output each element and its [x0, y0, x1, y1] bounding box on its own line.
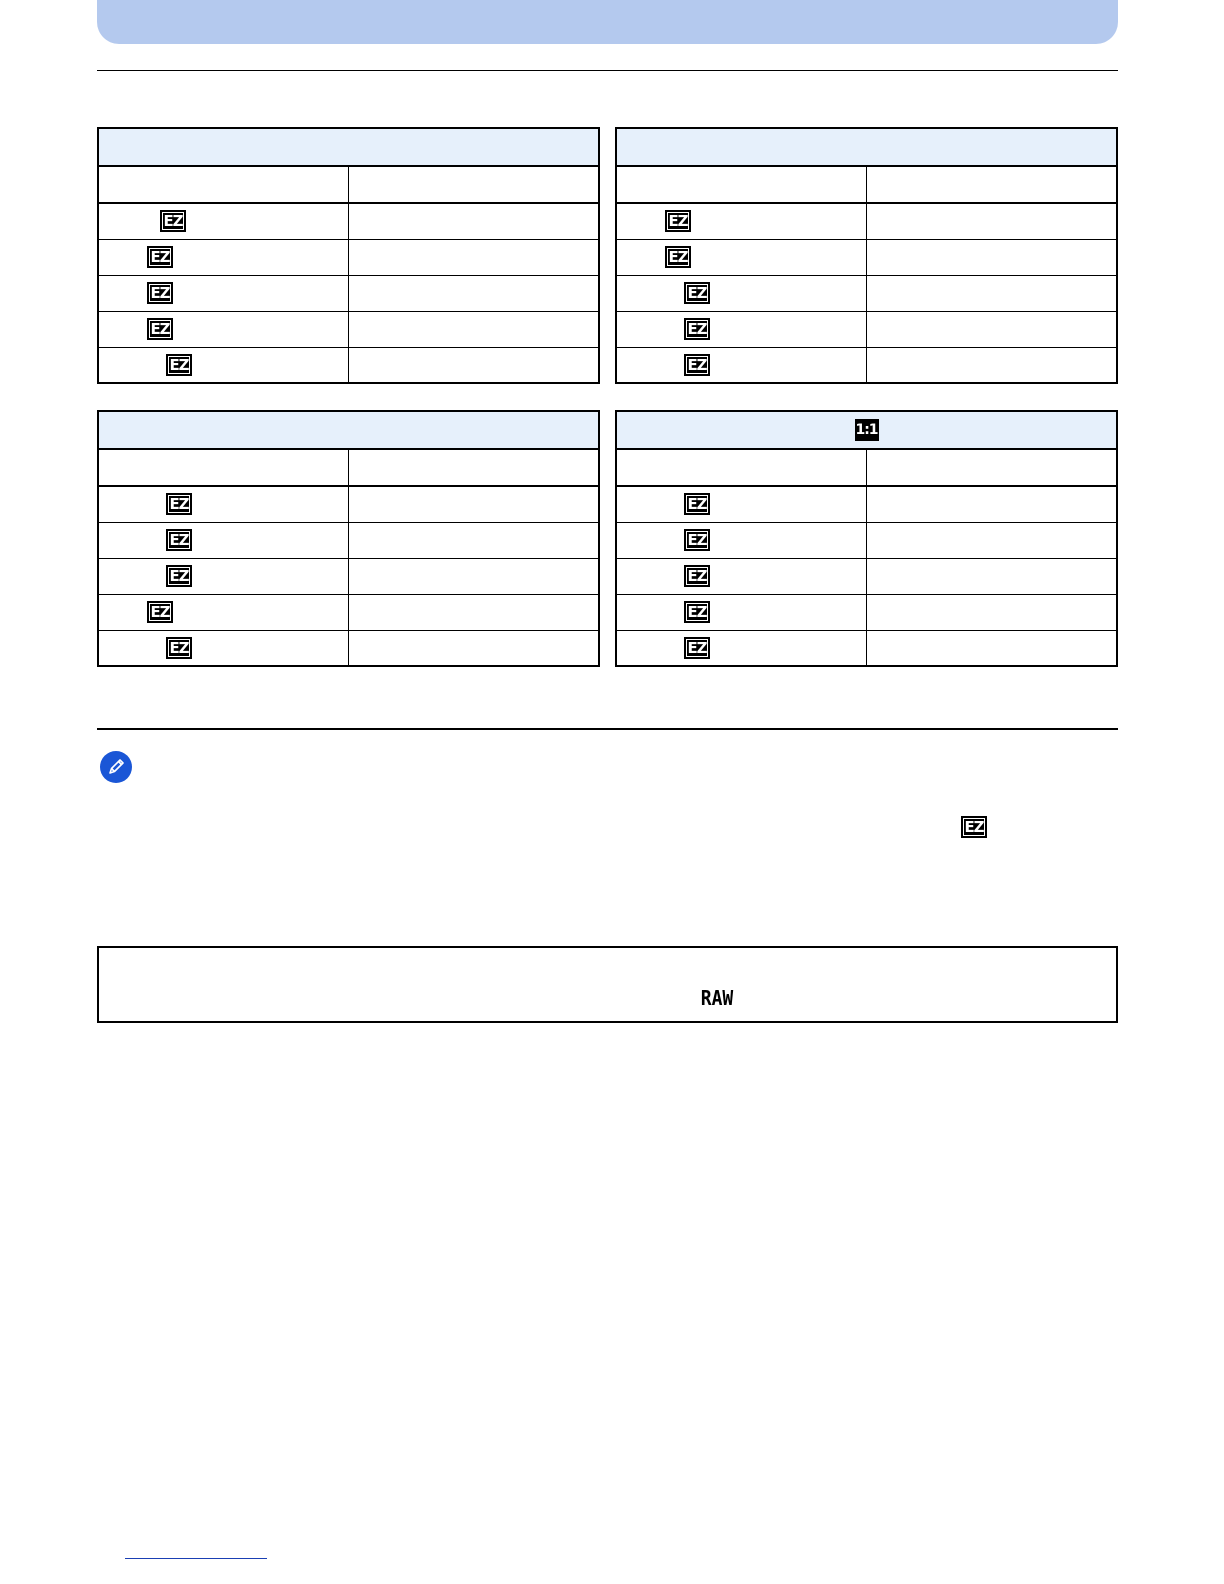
ez-icon: EZ — [684, 318, 710, 340]
note-box — [97, 946, 1118, 1023]
column-header — [98, 166, 349, 203]
table-row — [98, 275, 599, 311]
ez-icon: EZ — [961, 816, 987, 838]
column-header — [616, 449, 867, 486]
ez-icon: EZ — [665, 210, 691, 232]
ez-icon: EZ — [147, 318, 173, 340]
table-row — [616, 347, 1117, 383]
ez-icon: EZ — [684, 529, 710, 551]
column-header — [98, 449, 349, 486]
ez-icon: EZ — [684, 354, 710, 376]
table-row — [616, 311, 1117, 347]
spec-table-top-right — [615, 127, 1118, 384]
page-header-bar — [97, 0, 1118, 44]
table-row — [98, 203, 599, 239]
table-title — [98, 411, 599, 449]
ez-icon: EZ — [166, 637, 192, 659]
ez-icon: EZ — [166, 565, 192, 587]
ez-icon: EZ — [147, 246, 173, 268]
ez-icon: EZ — [665, 246, 691, 268]
ez-icon: EZ — [684, 282, 710, 304]
ez-icon: EZ — [147, 282, 173, 304]
ez-icon: EZ — [684, 601, 710, 623]
table-row — [98, 522, 599, 558]
column-header — [616, 166, 867, 203]
table-row — [616, 486, 1117, 522]
ez-icon: EZ — [166, 493, 192, 515]
table-row — [616, 203, 1117, 239]
column-header — [349, 166, 600, 203]
table-row — [616, 558, 1117, 594]
ez-icon: EZ — [160, 210, 186, 232]
ez-icon: EZ — [147, 601, 173, 623]
spec-table-top-left — [97, 127, 600, 384]
header-divider — [97, 70, 1118, 71]
column-header — [867, 166, 1118, 203]
ez-icon: EZ — [166, 529, 192, 551]
raw-icon: RAW — [700, 986, 734, 1010]
column-header — [349, 449, 600, 486]
table-row — [98, 594, 599, 630]
aspect-ratio-1-1-icon: 1:1 — [855, 419, 879, 441]
table-row — [98, 486, 599, 522]
column-header — [867, 449, 1118, 486]
table-row — [98, 311, 599, 347]
table-title — [98, 128, 599, 166]
table-title — [616, 128, 1117, 166]
ez-icon: EZ — [684, 493, 710, 515]
table-row — [616, 630, 1117, 666]
spec-table-bottom-left — [97, 410, 600, 667]
footer-link[interactable] — [125, 1558, 267, 1559]
section-divider — [97, 728, 1118, 730]
table-row — [98, 630, 599, 666]
ez-icon: EZ — [166, 354, 192, 376]
ez-icon: EZ — [684, 637, 710, 659]
table-row — [616, 275, 1117, 311]
table-row — [616, 239, 1117, 275]
ez-icon: EZ — [684, 565, 710, 587]
table-row — [98, 347, 599, 383]
table-row — [616, 522, 1117, 558]
spec-table-bottom-right — [615, 410, 1118, 667]
table-title — [616, 411, 1117, 449]
table-row — [98, 239, 599, 275]
table-row — [98, 558, 599, 594]
table-row — [616, 594, 1117, 630]
pencil-icon — [100, 751, 132, 783]
